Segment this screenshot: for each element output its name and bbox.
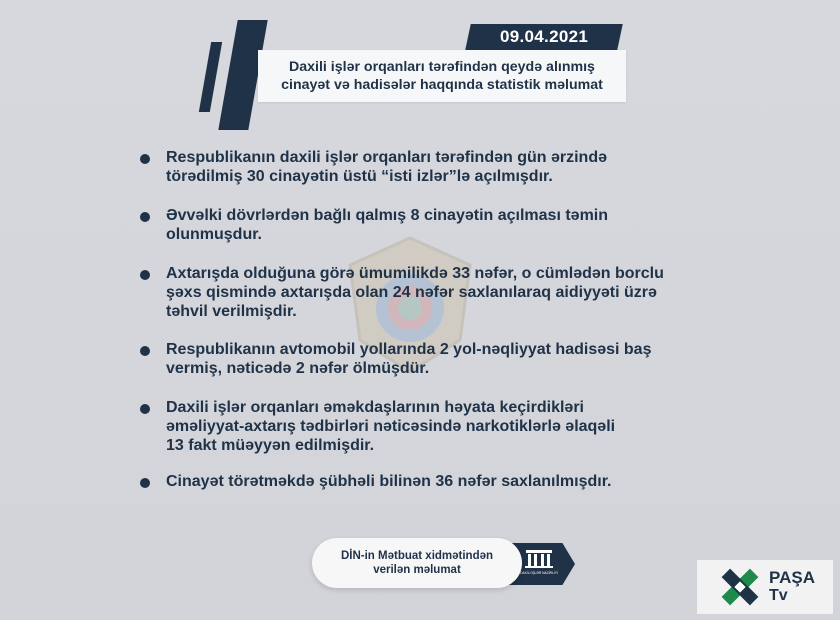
list-item-text: Respublikanın daxili işlər orqanları tərəfindən gün ərzində törədilmiş 30 cinayətin üstü “isti izlər”lə açılmışdır. <box>166 149 607 185</box>
list-item-text: Cinayət törətməkdə şübhəli bilinən 36 nəfər saxlanılmışdır. <box>166 473 612 490</box>
source-text: DİN-in Mətbuat xidmətindən verilən məlumat <box>340 550 494 576</box>
bullet-dot-icon <box>140 478 150 488</box>
date-badge <box>465 24 623 50</box>
pasa-tv-logo <box>697 560 833 614</box>
bullet-dot-icon <box>140 212 150 222</box>
bullet-dot-icon <box>140 154 150 164</box>
logo-caption: DAXİLİ İŞLƏR NAZİRLİYİ <box>520 571 558 575</box>
list-item <box>140 340 726 378</box>
list-item-text: Axtarışda olduğuna görə ümumilikdə 33 nəfər, o cümlədən borclu şəxs qismində axtarışda olan 24 nəfər saxlanılaraq aidiyyəti üzrə təhvil verilmişdir. <box>166 265 664 320</box>
list-item <box>140 264 726 321</box>
list-item <box>140 398 726 455</box>
title-box <box>258 50 626 102</box>
title-line-1: Daxili işlər orqanları tərəfindən qeydə alınmış <box>289 59 595 75</box>
bullet-dot-icon <box>140 270 150 280</box>
pasa-cross-icon <box>717 564 763 610</box>
ministry-building-icon <box>516 546 562 580</box>
source-pill <box>312 538 522 588</box>
list-item <box>140 206 726 244</box>
title-line-2: cinayət və hadisələr haqqında statistik məlumat <box>281 77 603 93</box>
page-title <box>281 58 603 94</box>
bullet-dot-icon <box>140 404 150 414</box>
list-item-text: Əvvəlki dövrlərdən bağlı qalmış 8 cinayətin açılması təmin olunmuşdur. <box>166 207 609 243</box>
brand-name: PAŞA <box>769 568 815 587</box>
list-item <box>140 472 726 491</box>
list-item <box>140 148 726 186</box>
list-item-text: Respublikanın avtomobil yollarında 2 yol-nəqliyyat hadisəsi baş vermiş, nəticədə 2 nəfər ölmüşdür. <box>166 341 652 377</box>
header-decor-stripe-thin <box>199 42 222 112</box>
brand-suffix: Tv <box>769 587 788 604</box>
bullet-dot-icon <box>140 346 150 356</box>
date-text: 09.04.2021 <box>499 27 589 46</box>
list-item-text: Daxili işlər orqanları əməkdaşlarının həyata keçirdikləri əməliyyat-axtarış tədbirləri nəticəsində narkotiklərlə əlaqəli 13 fakt müəyyən edilmişdir. <box>166 399 616 454</box>
